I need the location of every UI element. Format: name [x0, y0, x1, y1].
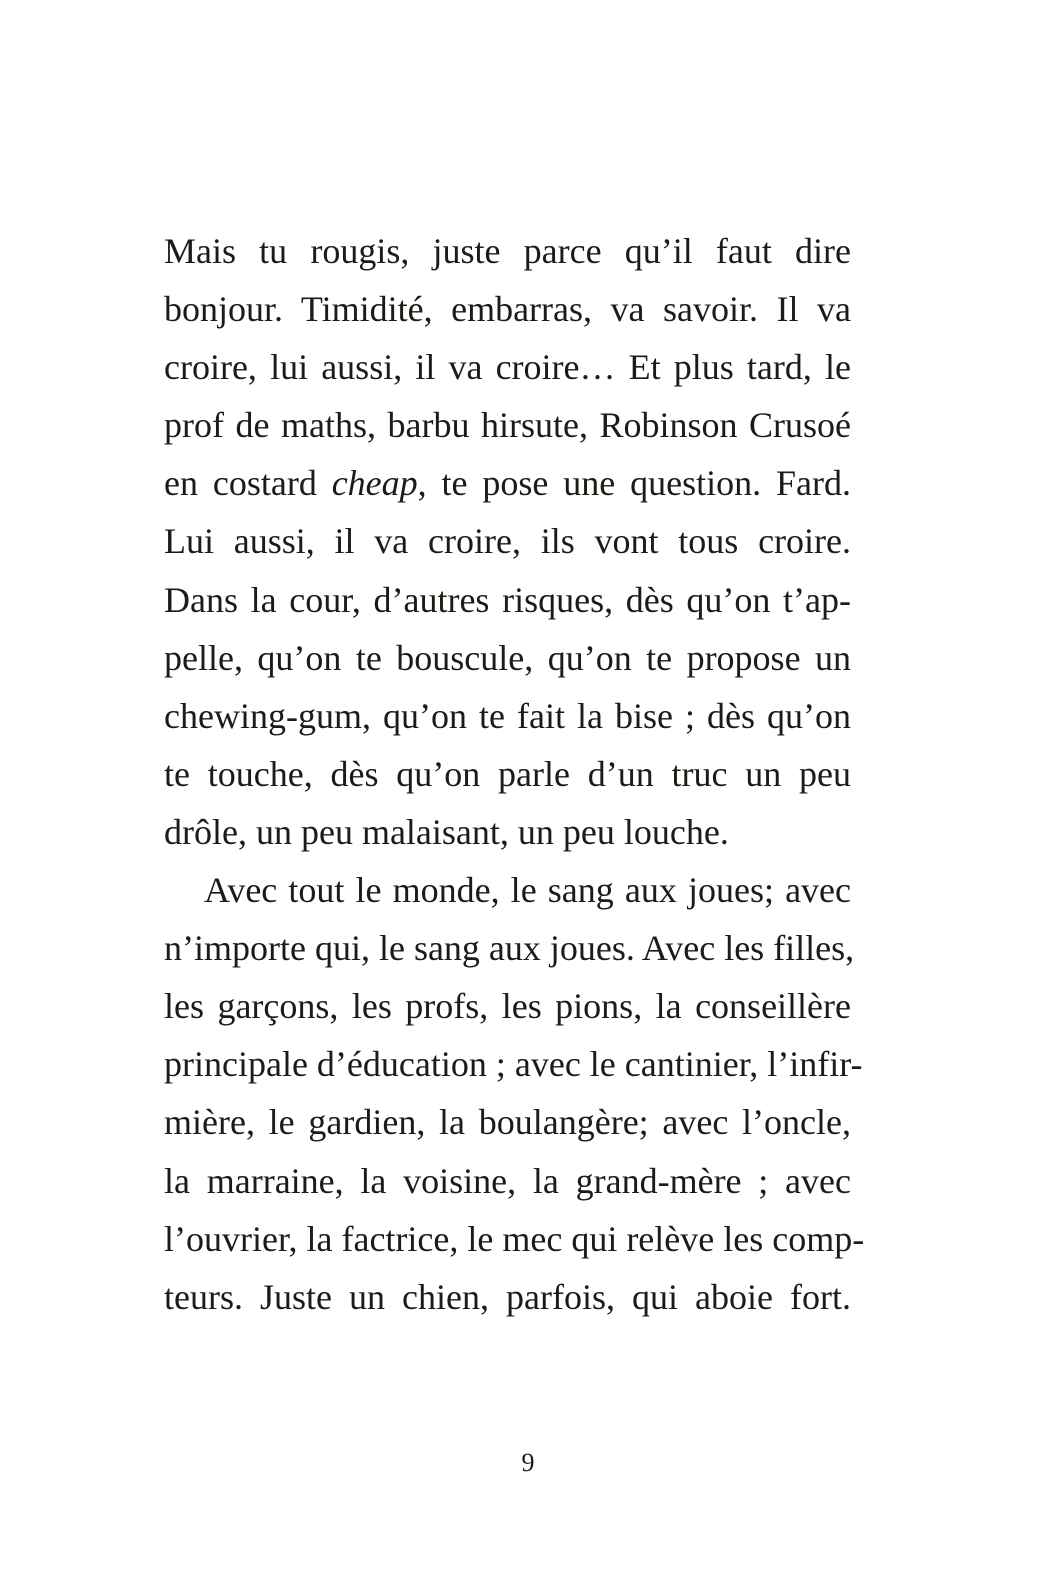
text-line: Lui aussi, il va croire, ils vont tous croire.: [164, 521, 851, 562]
text-line: l’ouvrier, la factrice, le mec qui relève les comp-: [164, 1218, 865, 1259]
text-line: principale d’éducation ; avec le cantinier, l’infir-: [164, 1044, 863, 1085]
text-line: Avec tout le monde, le sang aux joues; avec: [204, 870, 851, 911]
text-line: bonjour. Timidité, embarras, va savoir. Il va: [164, 289, 851, 330]
page-number: 9: [521, 1448, 535, 1477]
text-line: mière, le gardien, la boulangère; avec l’oncle,: [164, 1102, 851, 1143]
text-line: pelle, qu’on te bouscule, qu’on te propose un: [164, 637, 851, 678]
text-line: prof de maths, barbu hirsute, Robinson Crusoé: [164, 405, 851, 446]
text-line: croire, lui aussi, il va croire… Et plus tard, le: [164, 347, 851, 388]
text-line: n’importe qui, le sang aux joues. Avec les filles,: [164, 928, 855, 969]
text-line: teurs. Juste un chien, parfois, qui aboie fort.: [164, 1276, 851, 1317]
body-text: [164, 222, 865, 1326]
text-line: la marraine, la voisine, la grand-mère ; avec: [164, 1160, 851, 1201]
italic-word: cheap: [331, 463, 418, 504]
text-line: te touche, dès qu’on parle d’un truc un peu: [164, 753, 851, 794]
text-line: en costard cheap, te pose une question. Fard.: [164, 463, 851, 504]
text-line: drôle, un peu malaisant, un peu louche.: [164, 811, 729, 852]
text-line: chewing-gum, qu’on te fait la bise ; dès qu’on: [164, 695, 851, 736]
text-line: les garçons, les profs, les pions, la conseillère: [164, 986, 851, 1027]
text-line: Mais tu rougis, juste parce qu’il faut dire: [164, 231, 851, 271]
text-line: Dans la cour, d’autres risques, dès qu’on t’ap-: [164, 579, 851, 620]
